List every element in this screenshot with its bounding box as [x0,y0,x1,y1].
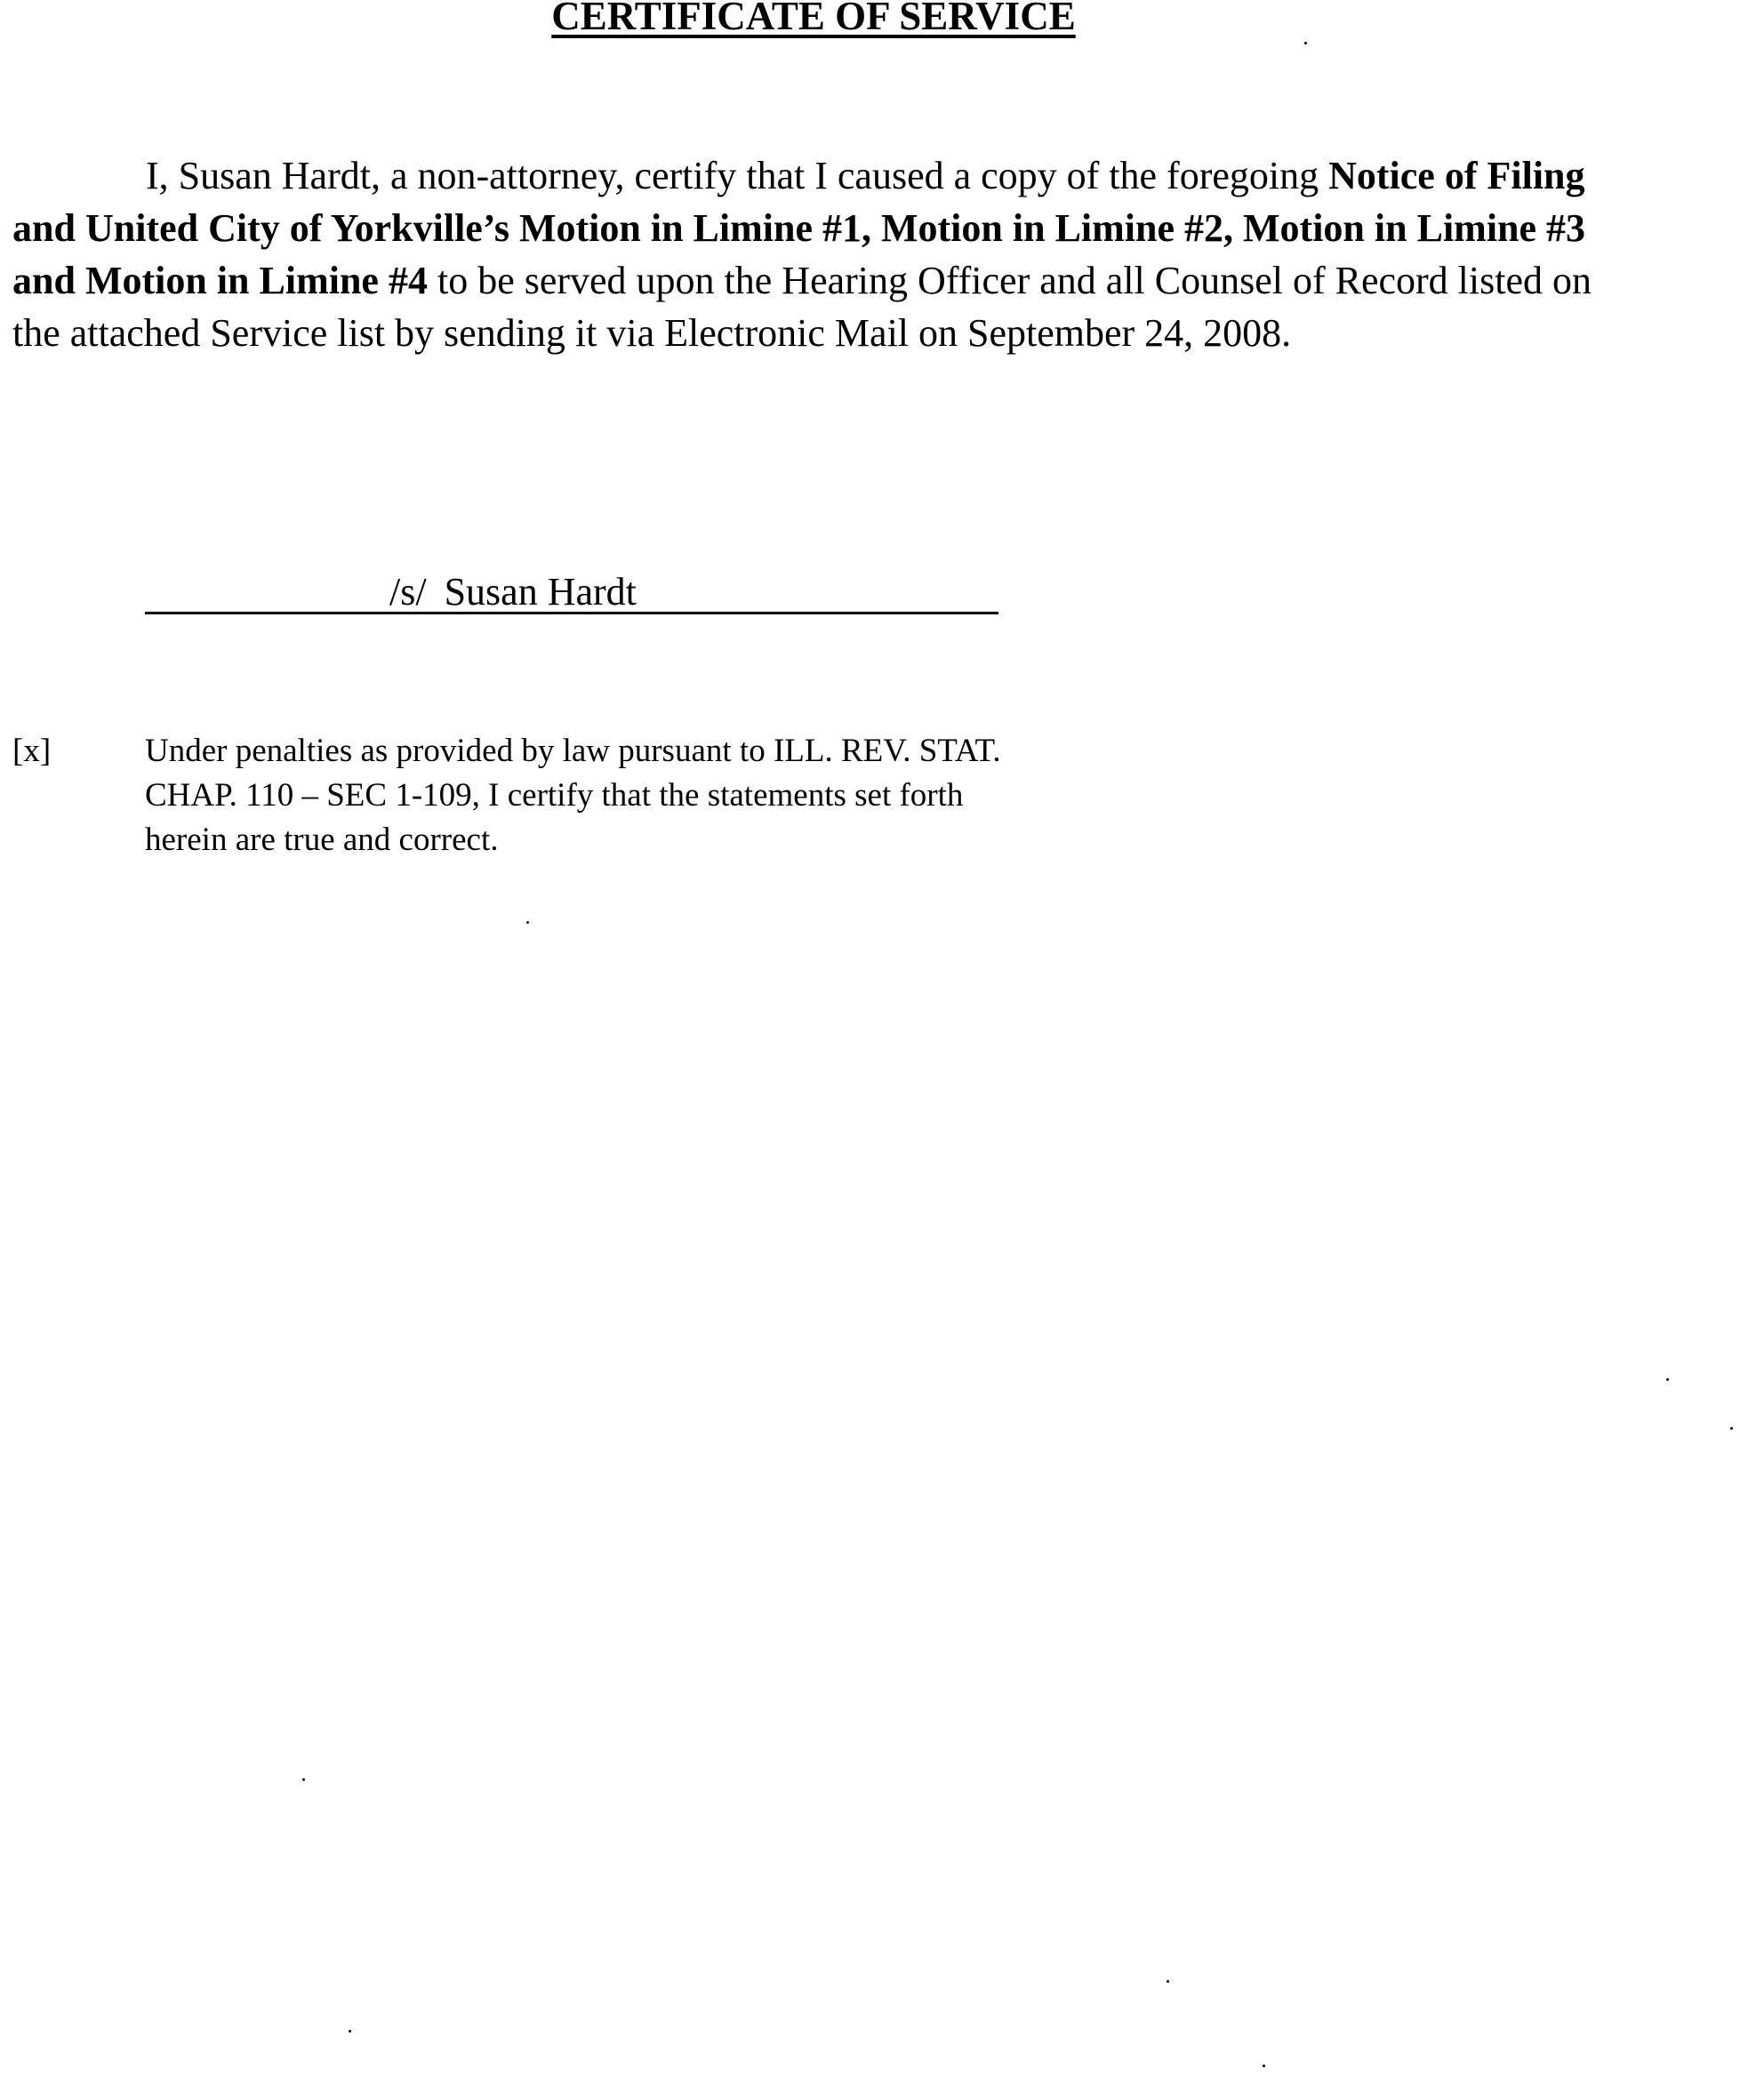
scan-speck [1666,1378,1669,1381]
scan-speck [302,1778,305,1781]
scan-speck [526,921,529,924]
signature-line [145,612,998,614]
scan-speck [1304,42,1307,44]
certification-intro: I, Susan Hardt, a non-attorney, certify that I caused a copy of the foregoing [146,154,1329,197]
verification-line: Under penalties as provided by law pursuant to ILL. REV. STAT. [145,733,1001,769]
document-title: CERTIFICATE OF SERVICE [551,0,1076,38]
verification-line: CHAP. 110 – SEC 1-109, I certify that the statements set forth [145,777,964,814]
signature-prefix: /s/ [389,570,427,613]
served-documents: Notice of Filing and United City of Yorkville’s Motion in Limine #1, Motion in Limine #2, Motion in Limine #3 and Motion in Limine #4 [12,154,1586,302]
signature-name: Susan Hardt [444,570,637,613]
certification-paragraph [12,149,1613,359]
verification-statement [145,729,1167,862]
scan-speck [1167,1980,1169,1983]
scan-speck [1730,1427,1733,1430]
signature-block [389,569,637,615]
scan-speck [349,2030,351,2033]
certification-remainder: to be served upon the Hearing Officer and all Counsel of Record listed on the attached Service list by sending it via Electronic Mail on September 24, 2008. [12,259,1592,355]
verification-checkbox: [x] [12,733,52,769]
scan-speck [1263,2065,1265,2067]
verification-line: herein are true and correct. [145,822,499,858]
